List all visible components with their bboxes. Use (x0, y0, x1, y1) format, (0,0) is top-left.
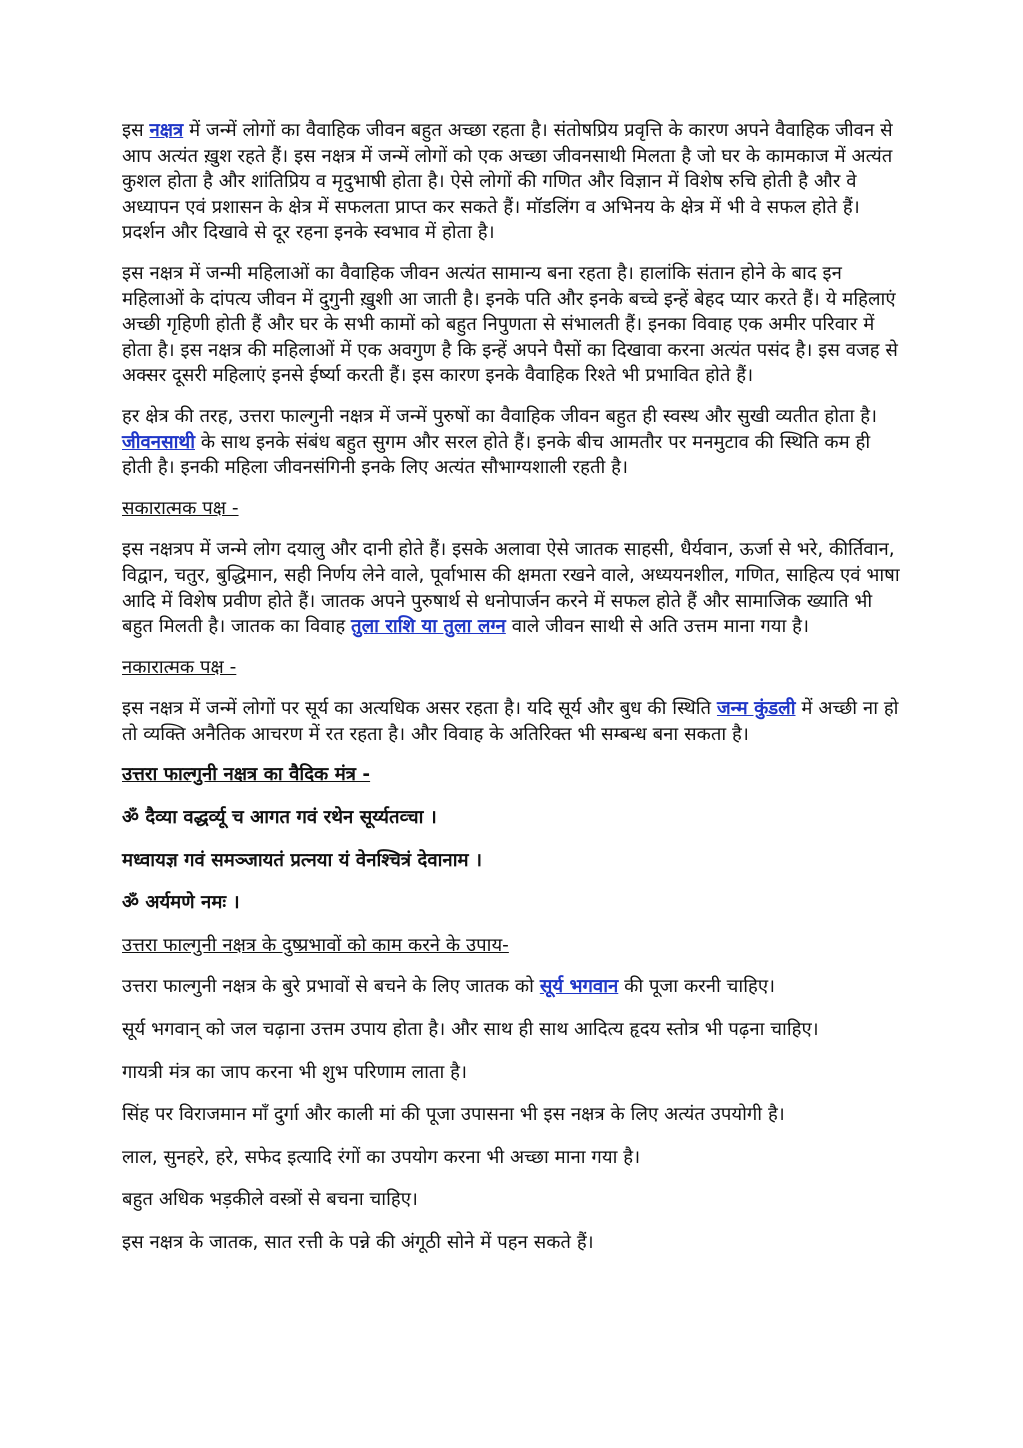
link-nakshatra[interactable]: नक्षत्र (149, 120, 184, 141)
text: में अच्छी ना हो तो व्यक्ति अनैतिक आचरण में रत रहता है। और विवाह के अतिरिक्त भी सम्बन्ध बना सकता है। (122, 698, 899, 745)
text: के साथ इनके संबंध बहुत सुगम और सरल होते हैं। इनके बीच आमतौर पर मनमुटाव की स्थिति कम ही होती है। इनकी महिला जीवनसंगिनी इनके लिए अत्यंत सौभाग्यशाली रहती है। (122, 431, 871, 479)
paragraph-negative (122, 696, 904, 747)
remedy-item: इस नक्षत्र के जातक, सात रत्ती के पन्ने की अंगूठी सोने में पहन सकते हैं। (122, 1232, 594, 1253)
link-janm-kundli[interactable]: जन्म कुंडली (716, 698, 796, 720)
paragraph-marriage-life (122, 118, 904, 246)
remedy-heading: उत्तरा फाल्गुनी नक्षत्र के दुष्प्रभावों को काम करने के उपाय- (122, 934, 509, 956)
mantra-line-3: ॐ अर्यमणे नमः । (122, 892, 240, 914)
mantra-line-1: ॐ दैव्या वद्धर्व्यू च आगत गवं रथेन सूर्य्यतव्चा । (122, 807, 437, 829)
text: उत्तरा फाल्गुनी नक्षत्र के बुरे प्रभावों से बचने के लिए जातक को (122, 976, 540, 998)
text: इस (122, 120, 150, 141)
remedy-item: सूर्य भगवान् को जल चढ़ाना उत्तम उपाय होता है। और साथ ही साथ आदित्य हृदय स्तोत्र भी पढ़ना चाहिए। (122, 1019, 819, 1041)
paragraph-men (122, 404, 904, 481)
remedy-item: लाल, सुनहरे, हरे, सफेद इत्यादि रंगों का उपयोग करना भी अच्छा माना गया है। (122, 1146, 641, 1168)
text: इस नक्षत्रप में जन्मे लोग दयालु और दानी होते हैं। इसके अलावा ऐसे जातक साहसी, धैर्यवान, ऊर्जा से भरे, कीर्तिवान, विद्वान, चतुर, बुद्धिमान, सही निर्णय लेने वाले, पूर्वाभास की क्षमता रखने वाले, अध्ययनशील, गणित, साहित्य एवं भाषा आदि में विशेष प्रवीण होते हैं। जातक अपने पुरुषार्थ से धनोपार्जन करने में सफल होते हैं और सामाजिक ख्याति भी बहुत मिलती है। जातक का विवाह (122, 539, 900, 638)
link-surya-bhagwan[interactable]: सूर्य भगवान (539, 976, 619, 998)
text: में जन्में लोगों का वैवाहिक जीवन बहुत अच्छा रहता है। संतोषप्रिय प्रवृत्ति के कारण अपने वैवाहिक जीवन से आप अत्यंत ख़ुश रहते हैं। इस नक्षत्र में जन्में लोगों को एक अच्छा जीवनसाथी मिलता है जो घर के कामकाज में अत्यंत कुशल होता है और शांतिप्रिय व मृदुभाषी होता है। ऐसे लोगों की गणित और विज्ञान में विशेष रुचि होती है और वे अध्यापन एवं प्रशासन के क्षेत्र में सफलता प्राप्त कर सकते हैं। मॉडलिंग व अभिनय के क्षेत्र में भी वे सफल होते हैं। प्रदर्शन और दिखावे से दूर रहना इनके स्वभाव में होता है। (122, 120, 893, 244)
link-jeevansathi[interactable]: जीवनसाथी (122, 431, 195, 453)
positive-heading: सकारात्मक पक्ष - (122, 497, 239, 519)
negative-heading: नकारात्मक पक्ष - (122, 656, 237, 678)
text: की पूजा करनी चाहिए। (618, 976, 776, 998)
remedy-item (122, 974, 904, 1000)
remedy-item: सिंह पर विराजमान माँ दुर्गा और काली मां की पूजा उपासना भी इस नक्षत्र के लिए अत्यंत उपयोगी है। (122, 1104, 785, 1126)
paragraph-positive (122, 537, 904, 639)
remedy-item: बहुत अधिक भड़कीले वस्त्रों से बचना चाहिए। (122, 1189, 418, 1211)
mantra-title: उत्तरा फाल्गुनी नक्षत्र का वैदिक मंत्र - (122, 764, 371, 786)
paragraph-women: इस नक्षत्र में जन्मी महिलाओं का वैवाहिक जीवन अत्यंत सामान्य बना रहता है। हालांकि संतान होने के बाद इन महिलाओं के दांपत्य जीवन में दुगुनी ख़ुशी आ जाती है। इनके पति और इनके बच्चे इन्हें बेहद प्यार करते हैं। ये महिलाएं अच्छी गृहिणी होती हैं और घर के सभी कामों को बहुत निपुणता से संभालती हैं। इनका विवाह एक अमीर परिवार में होता है। इस नक्षत्र की महिलाओं में एक अवगुण है कि इन्हें अपने पैसों का दिखावा करना अत्यंत पसंद है। इस वजह से अक्सर दूसरी महिलाएं इनसे ईर्ष्या करती हैं। इस कारण इनके वैवाहिक रिश्ते भी प्रभावित होते हैं। (122, 262, 898, 387)
remedy-item: गायत्री मंत्र का जाप करना भी शुभ परिणाम लाता है। (122, 1061, 467, 1083)
text: वाले जीवन साथी से अति उत्तम माना गया है। (505, 616, 810, 638)
text: हर क्षेत्र की तरह, उत्तरा फाल्गुनी नक्षत्र में जन्में पुरुषों का वैवाहिक जीवन बहुत ही स्वस्थ और सुखी व्यतीत होता है। (122, 405, 878, 427)
link-tula-rashi[interactable]: तुला राशि या तुला लग्न (351, 616, 506, 638)
mantra-line-2: मध्वायज्ञ गवं समञ्जायतं प्रत्नया यं वेनश्चित्रं देवानाम । (122, 849, 483, 871)
text: इस नक्षत्र में जन्में लोगों पर सूर्य का अत्यधिक असर रहता है। यदि सूर्य और बुध की स्थिति (122, 698, 717, 720)
document-page (122, 118, 904, 1273)
